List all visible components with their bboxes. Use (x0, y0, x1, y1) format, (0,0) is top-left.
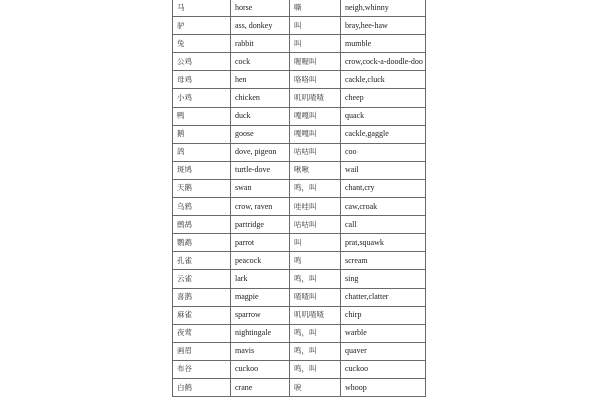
animal-chinese-cell: 兔 (173, 35, 231, 53)
animal-chinese-cell: 天鹅 (173, 179, 231, 197)
sound-chinese-cell: 啾啾 (290, 161, 341, 179)
table-row (173, 342, 426, 360)
sound-chinese-cell: 嘎嘎叫 (290, 125, 341, 143)
animal-english-cell: horse (231, 0, 290, 17)
sound-chinese-cell: 叽叽喳喳 (290, 89, 341, 107)
sound-chinese-cell: 嘎嘎叫 (290, 107, 341, 125)
sound-english-cell: chirp (341, 306, 426, 324)
animal-chinese-cell: 乌鸦 (173, 198, 231, 216)
sound-english-cell: bray,hee-haw (341, 17, 426, 35)
table-row (173, 35, 426, 53)
table-row (173, 161, 426, 179)
animal-sounds-table-body (173, 0, 426, 397)
sound-english-cell: quack (341, 107, 426, 125)
animal-chinese-cell: 公鸡 (173, 53, 231, 71)
sound-english-cell: mumble (341, 35, 426, 53)
sound-chinese-cell: 鸣，叫 (290, 179, 341, 197)
animal-english-cell: rabbit (231, 35, 290, 53)
sound-chinese-cell: 唳 (290, 378, 341, 396)
table-row (173, 270, 426, 288)
sound-chinese-cell: 咕咕叫 (290, 143, 341, 161)
animal-english-cell: peacock (231, 252, 290, 270)
sound-chinese-cell: 鸣，叫 (290, 324, 341, 342)
sound-english-cell: cackle,gaggle (341, 125, 426, 143)
sound-english-cell: neigh,whinny (341, 0, 426, 17)
animal-chinese-cell: 鹅 (173, 125, 231, 143)
sound-english-cell: scream (341, 252, 426, 270)
sound-chinese-cell: 叽叽喳喳 (290, 306, 341, 324)
animal-sounds-table (172, 0, 426, 397)
table-row (173, 143, 426, 161)
animal-chinese-cell: 小鸡 (173, 89, 231, 107)
animal-chinese-cell: 鸭 (173, 107, 231, 125)
sound-english-cell: cackle,cluck (341, 71, 426, 89)
animal-english-cell: swan (231, 179, 290, 197)
table-row (173, 17, 426, 35)
sound-english-cell: chatter,clatter (341, 288, 426, 306)
animal-english-cell: goose (231, 125, 290, 143)
table-row (173, 234, 426, 252)
animal-chinese-cell: 麻雀 (173, 306, 231, 324)
table-row (173, 360, 426, 378)
table-row (173, 179, 426, 197)
animal-chinese-cell: 鹦鹉 (173, 234, 231, 252)
sound-english-cell: crow,cock-a-doodle-doo (341, 53, 426, 71)
animal-english-cell: cuckoo (231, 360, 290, 378)
sound-english-cell: warble (341, 324, 426, 342)
animal-english-cell: nightingale (231, 324, 290, 342)
animal-chinese-cell: 喜鹊 (173, 288, 231, 306)
table-row (173, 89, 426, 107)
animal-english-cell: crow, raven (231, 198, 290, 216)
animal-english-cell: mavis (231, 342, 290, 360)
animal-english-cell: cock (231, 53, 290, 71)
animal-chinese-cell: 鹧鸪 (173, 216, 231, 234)
animal-english-cell: ass, donkey (231, 17, 290, 35)
animal-english-cell: sparrow (231, 306, 290, 324)
sound-chinese-cell: 喔喔叫 (290, 53, 341, 71)
table-row (173, 306, 426, 324)
animal-chinese-cell: 鸽 (173, 143, 231, 161)
animal-chinese-cell: 布谷 (173, 360, 231, 378)
table-row (173, 0, 426, 17)
animal-english-cell: magpie (231, 288, 290, 306)
sound-chinese-cell: 鸣 (290, 252, 341, 270)
sound-english-cell: cuckoo (341, 360, 426, 378)
animal-english-cell: parrot (231, 234, 290, 252)
sound-english-cell: cheep (341, 89, 426, 107)
sound-english-cell: quaver (341, 342, 426, 360)
table-row (173, 378, 426, 396)
animal-chinese-cell: 夜莺 (173, 324, 231, 342)
sound-chinese-cell: 鸣，叫 (290, 342, 341, 360)
animal-chinese-cell: 马 (173, 0, 231, 17)
animal-english-cell: duck (231, 107, 290, 125)
sound-chinese-cell: 咯咯叫 (290, 71, 341, 89)
animal-chinese-cell: 云雀 (173, 270, 231, 288)
animal-english-cell: chicken (231, 89, 290, 107)
sound-english-cell: chant,cry (341, 179, 426, 197)
sound-english-cell: whoop (341, 378, 426, 396)
sound-chinese-cell: 咕咕叫 (290, 216, 341, 234)
sound-english-cell: coo (341, 143, 426, 161)
sound-chinese-cell: 哇哇叫 (290, 198, 341, 216)
table-row (173, 288, 426, 306)
sound-english-cell: call (341, 216, 426, 234)
sound-chinese-cell: 鸣，叫 (290, 270, 341, 288)
animal-chinese-cell: 孔雀 (173, 252, 231, 270)
sound-chinese-cell: 叫 (290, 234, 341, 252)
animal-chinese-cell: 驴 (173, 17, 231, 35)
sound-chinese-cell: 鸣，叫 (290, 360, 341, 378)
sound-english-cell: sing (341, 270, 426, 288)
animal-english-cell: lark (231, 270, 290, 288)
table-row (173, 252, 426, 270)
table-row (173, 198, 426, 216)
animal-english-cell: crane (231, 378, 290, 396)
sound-chinese-cell: 叫 (290, 17, 341, 35)
animal-english-cell: turtle-dove (231, 161, 290, 179)
table-row (173, 107, 426, 125)
animal-chinese-cell: 画眉 (173, 342, 231, 360)
sound-chinese-cell: 喳喳叫 (290, 288, 341, 306)
animal-chinese-cell: 白鹤 (173, 378, 231, 396)
sound-english-cell: wail (341, 161, 426, 179)
sound-english-cell: caw,croak (341, 198, 426, 216)
table-row (173, 216, 426, 234)
table-row (173, 71, 426, 89)
table-row (173, 53, 426, 71)
animal-english-cell: partridge (231, 216, 290, 234)
sound-chinese-cell: 嘶 (290, 0, 341, 17)
animal-english-cell: hen (231, 71, 290, 89)
table-row (173, 125, 426, 143)
animal-chinese-cell: 斑鸠 (173, 161, 231, 179)
table-row (173, 324, 426, 342)
sound-chinese-cell: 叫 (290, 35, 341, 53)
animal-chinese-cell: 母鸡 (173, 71, 231, 89)
sound-english-cell: prat,squawk (341, 234, 426, 252)
animal-english-cell: dove, pigeon (231, 143, 290, 161)
